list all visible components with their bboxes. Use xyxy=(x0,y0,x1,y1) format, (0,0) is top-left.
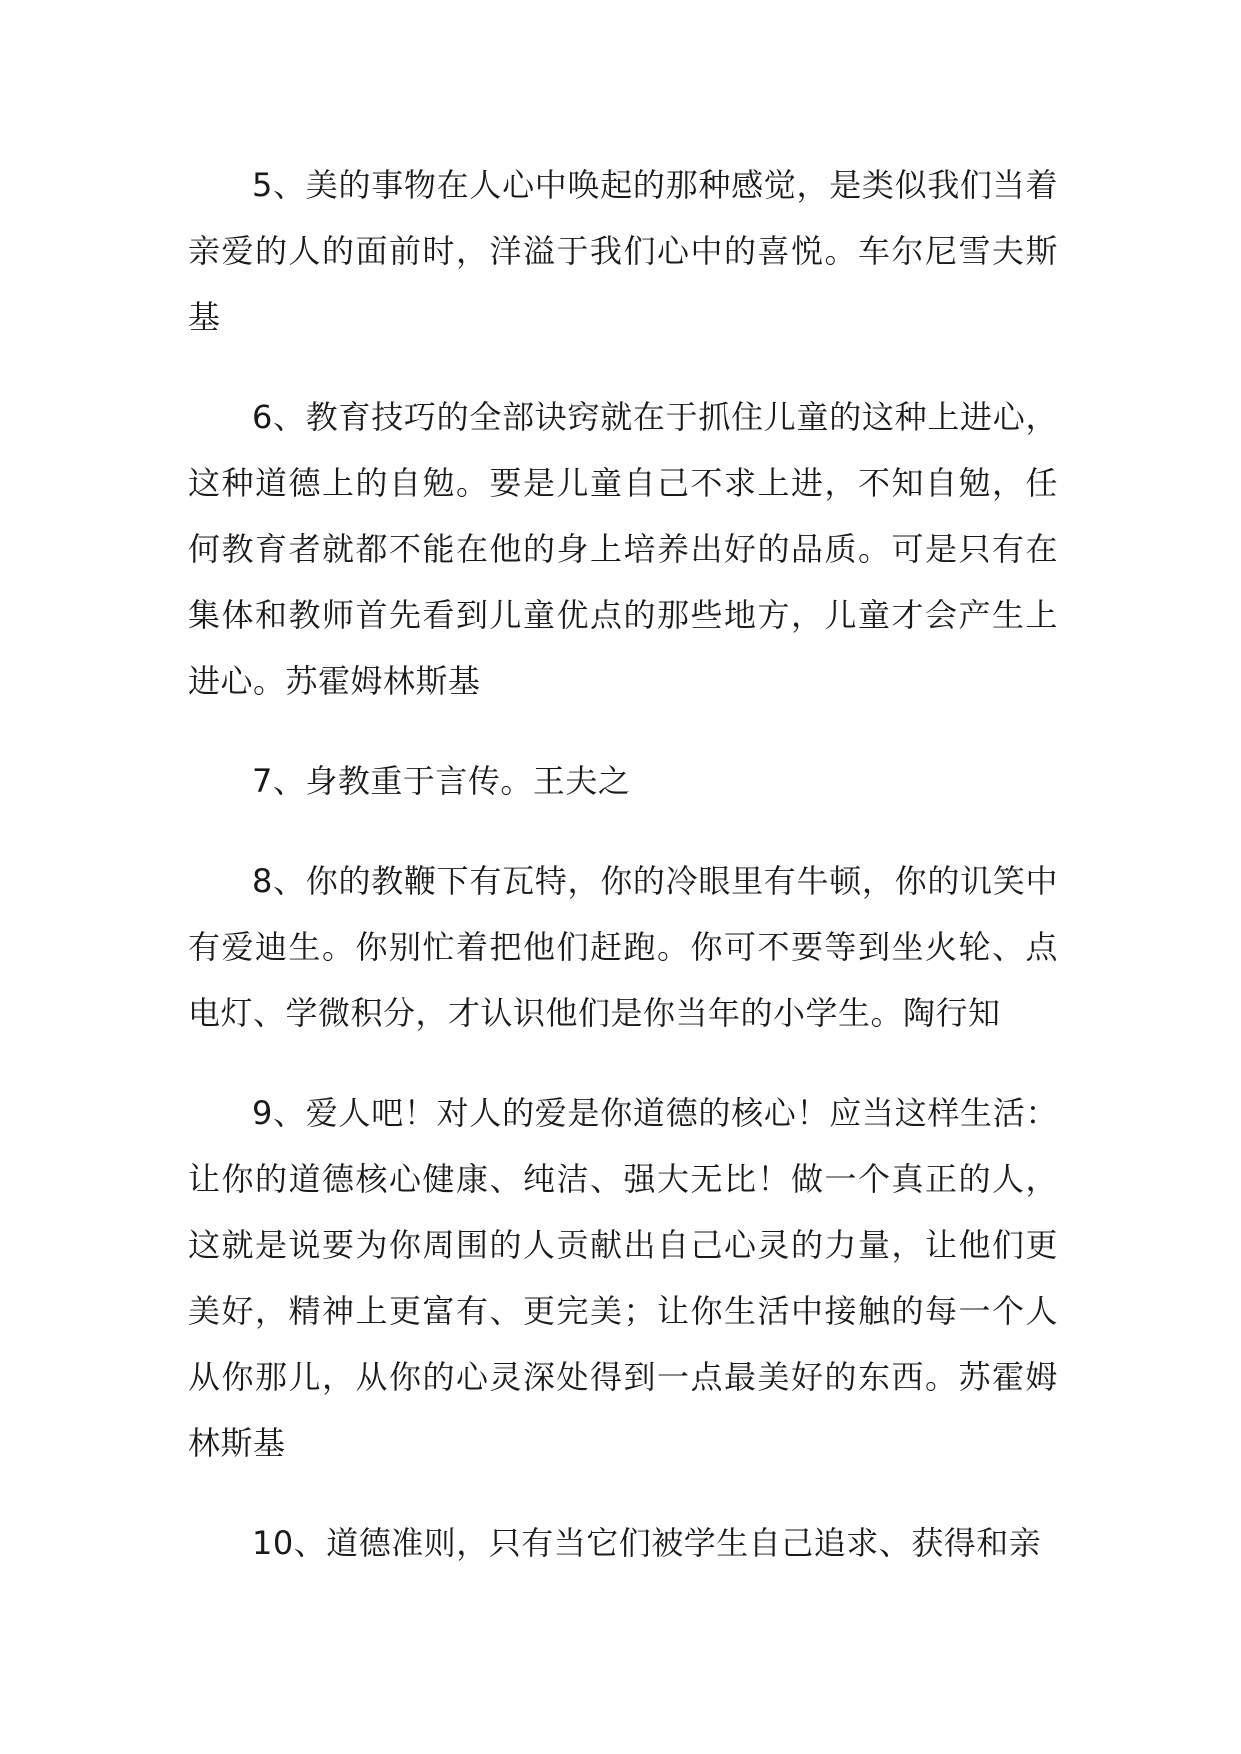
paragraph-8: 8、你的教鞭下有瓦特，你的冷眼里有牛顿，你的讥笑中有爱迪生。你别忙着把他们赶跑。你可不要等到坐火轮、点电灯、学微积分，才认识他们是你当年的小学生。陶行知 xyxy=(188,862,1058,1032)
paragraph-5: 5、美的事物在人心中唤起的那种感觉，是类似我们当着亲爱的人的面前时，洋溢于我们心中的喜悦。车尔尼雪夫斯基 xyxy=(188,166,1058,336)
paragraph-10: 10、道德准则，只有当它们被学生自己追求、获得和亲 xyxy=(252,1524,1042,1562)
paragraph-6: 6、教育技巧的全部诀窍就在于抓住儿童的这种上进心，这种道德上的自勉。要是儿童自己不求上进，不知自勉，任何教育者就都不能在他的身上培养出好的品质。可是只有在集体和教师首先看到儿童优点的那些地方，儿童才会产生上进心。苏霍姆林斯基 xyxy=(188,398,1058,700)
paragraph-9: 9、爱人吧！对人的爱是你道德的核心！应当这样生活：让你的道德核心健康、纯洁、强大无比！做一个真正的人，这就是说要为你周围的人贡献出自己心灵的力量，让他们更美好，精神上更富有、更完美；让你生活中接触的每一个人从你那儿，从你的心灵深处得到一点最美好的东西。苏霍姆林斯基 xyxy=(188,1094,1058,1462)
paragraph-7: 7、身教重于言传。王夫之 xyxy=(252,762,631,800)
document-body xyxy=(188,152,1058,1610)
